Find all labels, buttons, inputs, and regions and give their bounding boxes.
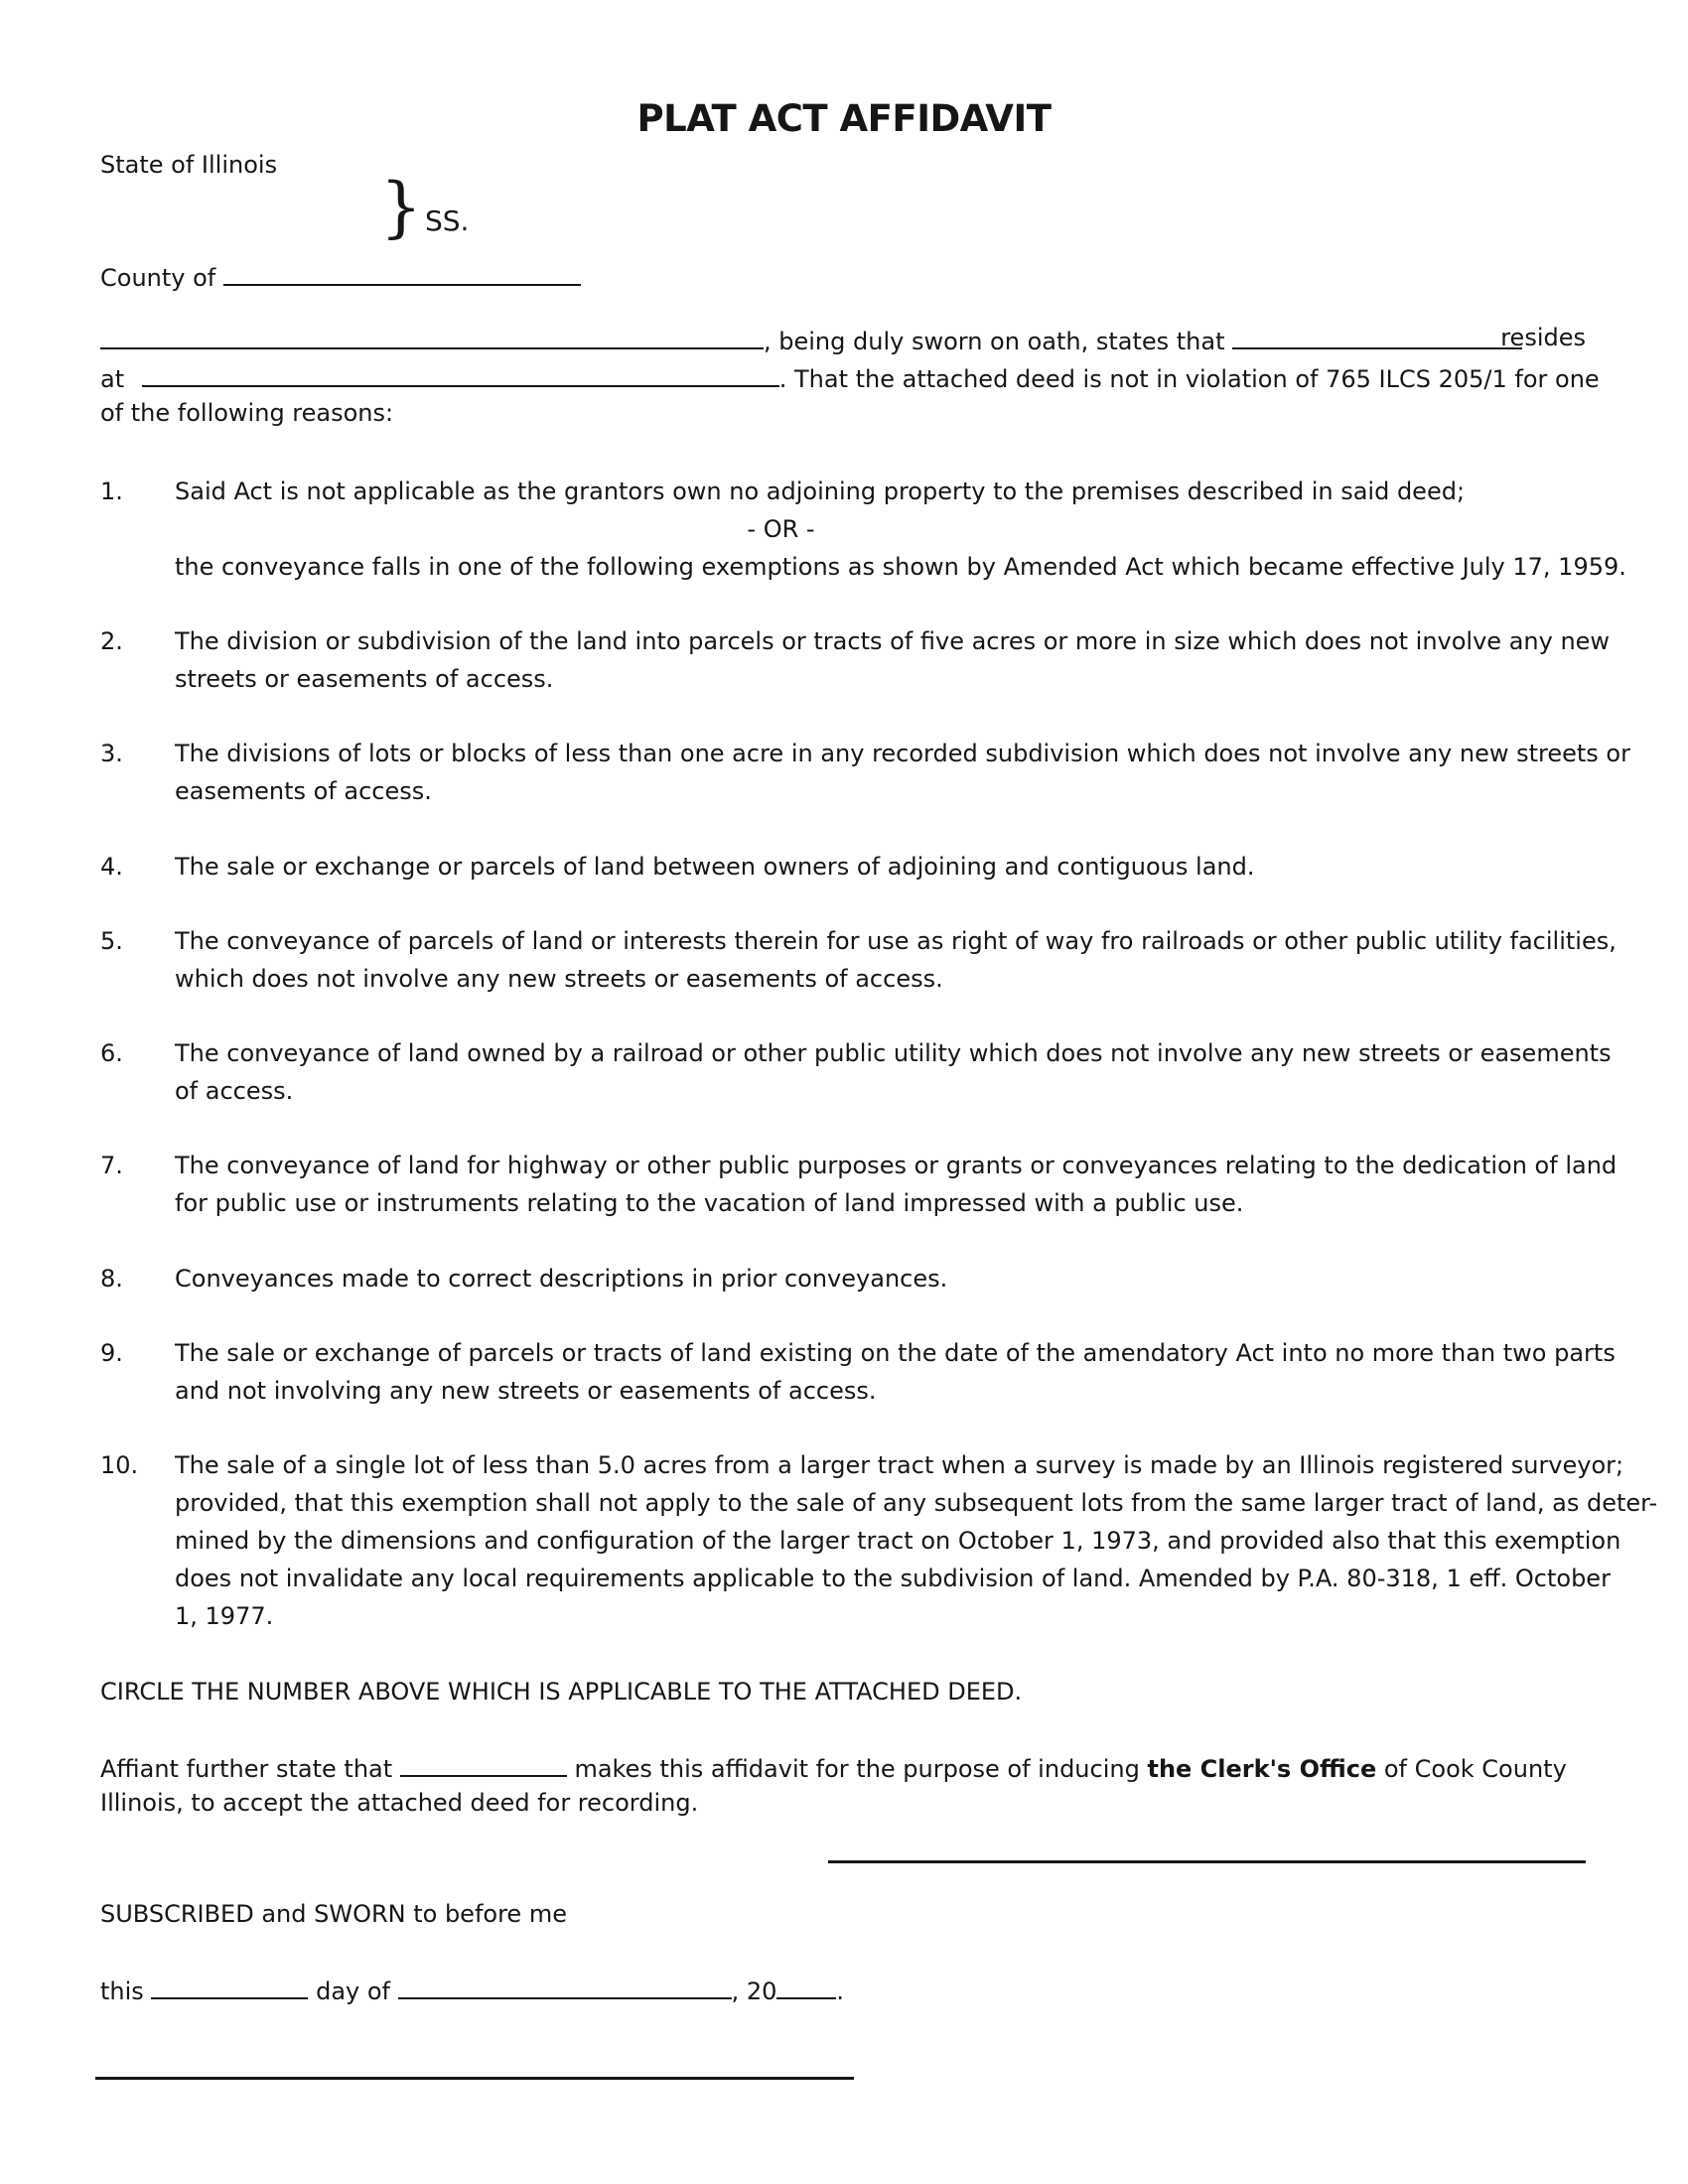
county-label: County of — [100, 264, 216, 292]
jurat-date-line: this day of , 20 . — [100, 1974, 844, 2005]
residence-name-field[interactable] — [1232, 324, 1522, 349]
clerks-office: the Clerk's Office — [1147, 1755, 1377, 1783]
page-title: PLAT ACT AFFIDAVIT — [636, 97, 1052, 140]
affiant-line-1: Affiant further state that makes this affidavit for the purpose of inducing the Clerk's Office of Cook County — [100, 1751, 1586, 1783]
county-line — [100, 260, 581, 292]
intro-line-3: of the following reasons: — [100, 399, 394, 427]
affiant-line-2: Illinois, to accept the attached deed for recording. — [100, 1789, 699, 1817]
ss-label: SS. — [425, 205, 470, 237]
county-field[interactable] — [223, 260, 581, 286]
intro-line-1: , being duly sworn on oath, states that resides — [100, 324, 1586, 355]
circle-instruction: CIRCLE THE NUMBER ABOVE WHICH IS APPLICABLE TO THE ATTACHED DEED. — [100, 1678, 1023, 1706]
affiant-name-field[interactable] — [100, 324, 764, 349]
address-field[interactable] — [142, 361, 779, 387]
affiant-signature-line[interactable] — [828, 1860, 1586, 1863]
affiant-field[interactable] — [400, 1751, 567, 1777]
venue-brace: } — [380, 169, 422, 245]
year-field[interactable] — [776, 1974, 836, 1999]
intro-line-2: at . That the attached deed is not in violation of 765 ILCS 205/1 for one — [100, 361, 1586, 393]
subscribed-label: SUBSCRIBED and SWORN to before me — [100, 1900, 567, 1928]
month-field[interactable] — [398, 1974, 732, 1999]
state-label: State of Illinois — [100, 151, 278, 179]
or-separator: - OR - — [747, 515, 815, 543]
notary-signature-line[interactable] — [95, 2077, 854, 2080]
day-field[interactable] — [151, 1974, 308, 1999]
